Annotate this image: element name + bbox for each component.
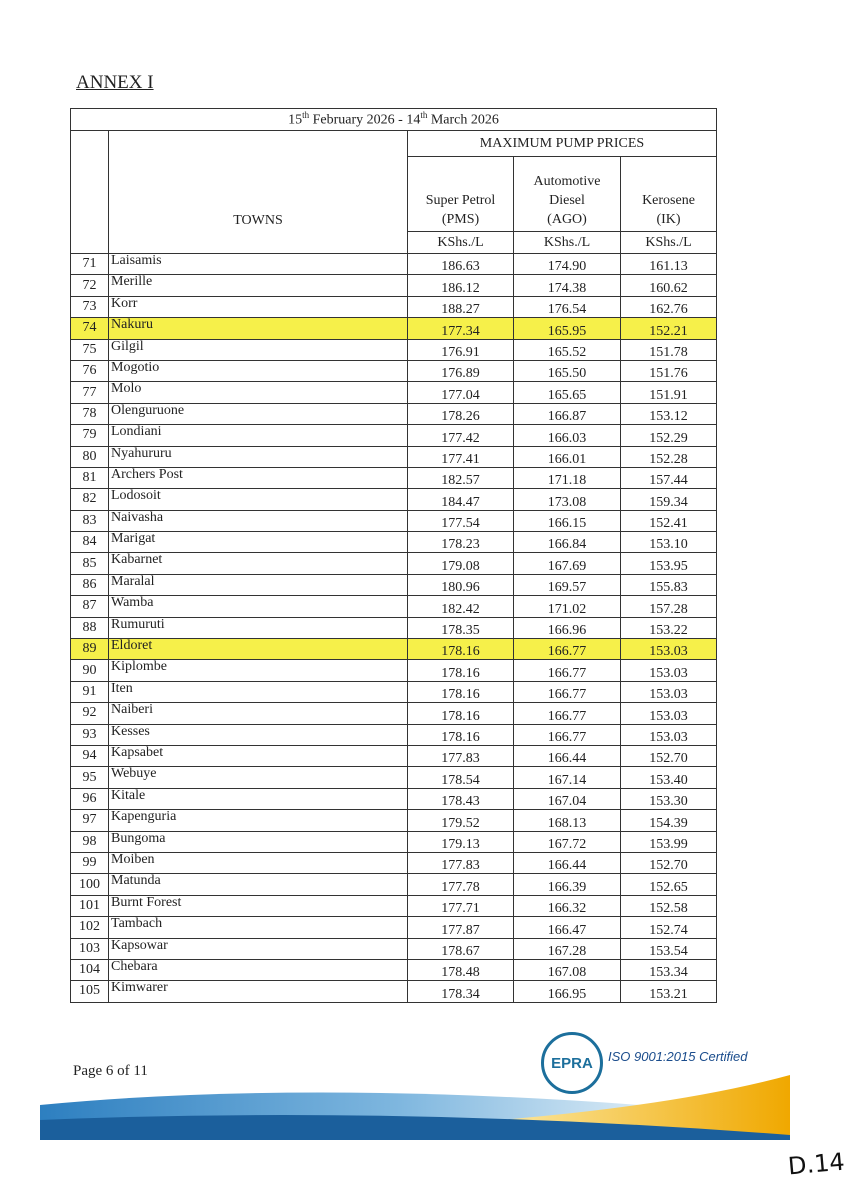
table-row — [71, 639, 717, 660]
ago-price: 165.50 — [514, 360, 621, 381]
town-name: Rumuruti — [109, 617, 408, 638]
ago-price: 167.28 — [514, 938, 621, 959]
ik-price: 153.21 — [621, 981, 717, 1002]
row-number: 88 — [71, 617, 109, 638]
ik-price: 153.03 — [621, 681, 717, 702]
town-name: Iten — [109, 681, 408, 702]
table-row — [71, 318, 717, 339]
table-row — [71, 660, 717, 681]
town-name: Matunda — [109, 874, 408, 895]
row-number: 97 — [71, 810, 109, 831]
table-row — [71, 425, 717, 446]
row-number: 101 — [71, 895, 109, 916]
pms-price: 179.52 — [408, 810, 514, 831]
pms-price: 178.54 — [408, 767, 514, 788]
period-header — [71, 109, 717, 131]
table-row — [71, 703, 717, 724]
ik-price: 151.76 — [621, 360, 717, 381]
row-number: 76 — [71, 360, 109, 381]
pms-price: 177.83 — [408, 852, 514, 873]
pms-price: 177.41 — [408, 446, 514, 467]
table-row — [71, 382, 717, 403]
table-row — [71, 767, 717, 788]
ik-price: 153.40 — [621, 767, 717, 788]
ago-price: 171.02 — [514, 596, 621, 617]
pms-price: 178.26 — [408, 403, 514, 424]
ago-code: (AGO) — [547, 212, 587, 227]
ik-price: 157.28 — [621, 596, 717, 617]
town-name: Naiberi — [109, 703, 408, 724]
row-number: 90 — [71, 660, 109, 681]
ik-price: 152.74 — [621, 917, 717, 938]
ago-price: 174.90 — [514, 254, 621, 275]
ik-price: 153.99 — [621, 831, 717, 852]
ago-price: 167.72 — [514, 831, 621, 852]
ago-price: 165.65 — [514, 382, 621, 403]
table-row — [71, 895, 717, 916]
ik-price: 153.95 — [621, 553, 717, 574]
ago-price: 166.96 — [514, 617, 621, 638]
town-name: Laisamis — [109, 254, 408, 275]
row-number: 82 — [71, 489, 109, 510]
pms-price: 188.27 — [408, 296, 514, 317]
period-end-sup: th — [420, 110, 428, 121]
ik-header — [621, 157, 717, 232]
row-number: 84 — [71, 532, 109, 553]
table-row — [71, 510, 717, 531]
pms-price: 176.89 — [408, 360, 514, 381]
table-row — [71, 874, 717, 895]
row-number: 77 — [71, 382, 109, 403]
ago-price: 166.47 — [514, 917, 621, 938]
period-start-day: 15 — [288, 112, 303, 128]
ago-price: 167.04 — [514, 788, 621, 809]
row-number: 105 — [71, 981, 109, 1002]
ik-price: 162.76 — [621, 296, 717, 317]
pms-price: 177.87 — [408, 917, 514, 938]
ago-header — [514, 157, 621, 232]
table-row — [71, 810, 717, 831]
table-row — [71, 296, 717, 317]
table-row — [71, 981, 717, 1002]
pms-label: Super Petrol — [425, 193, 496, 208]
pms-price: 182.57 — [408, 467, 514, 488]
ik-price: 153.22 — [621, 617, 717, 638]
ik-price: 153.03 — [621, 660, 717, 681]
ik-price: 153.03 — [621, 703, 717, 724]
ago-price: 166.44 — [514, 745, 621, 766]
ik-price: 152.70 — [621, 852, 717, 873]
ik-price: 152.28 — [621, 446, 717, 467]
ik-price: 152.65 — [621, 874, 717, 895]
ik-price: 152.58 — [621, 895, 717, 916]
ik-price: 153.34 — [621, 959, 717, 980]
row-number: 72 — [71, 275, 109, 296]
table-row — [71, 339, 717, 360]
ik-price: 151.91 — [621, 382, 717, 403]
pms-price: 178.16 — [408, 724, 514, 745]
ago-price: 166.84 — [514, 532, 621, 553]
number-header — [71, 131, 109, 254]
ik-price: 152.41 — [621, 510, 717, 531]
row-number: 95 — [71, 767, 109, 788]
row-number: 98 — [71, 831, 109, 852]
pms-price: 178.48 — [408, 959, 514, 980]
ago-price: 167.08 — [514, 959, 621, 980]
town-name: Merille — [109, 275, 408, 296]
pms-price: 177.78 — [408, 874, 514, 895]
ago-price: 166.44 — [514, 852, 621, 873]
period-start-sup: th — [302, 110, 310, 121]
pms-price: 178.35 — [408, 617, 514, 638]
pms-header — [408, 157, 514, 232]
row-number: 71 — [71, 254, 109, 275]
town-name: Naivasha — [109, 510, 408, 531]
ago-price: 174.38 — [514, 275, 621, 296]
table-row — [71, 917, 717, 938]
town-name: Kiplombe — [109, 660, 408, 681]
pms-price: 176.91 — [408, 339, 514, 360]
ago-price: 167.14 — [514, 767, 621, 788]
town-name: Molo — [109, 382, 408, 403]
ik-price: 151.78 — [621, 339, 717, 360]
pms-price: 177.83 — [408, 745, 514, 766]
pump-prices-table — [70, 108, 717, 1003]
town-name: Moiben — [109, 852, 408, 873]
ik-price: 152.70 — [621, 745, 717, 766]
town-name: Kabarnet — [109, 553, 408, 574]
pms-price: 177.42 — [408, 425, 514, 446]
town-name: Chebara — [109, 959, 408, 980]
pms-price: 178.16 — [408, 639, 514, 660]
table-row — [71, 489, 717, 510]
ik-unit: KShs./L — [621, 232, 717, 254]
period-start-rest: February 2026 - — [309, 112, 407, 128]
ik-price: 153.10 — [621, 532, 717, 553]
row-number: 79 — [71, 425, 109, 446]
row-number: 94 — [71, 745, 109, 766]
ago-price: 165.52 — [514, 339, 621, 360]
ik-price: 153.03 — [621, 724, 717, 745]
row-number: 75 — [71, 339, 109, 360]
pms-price: 177.34 — [408, 318, 514, 339]
row-number: 86 — [71, 574, 109, 595]
table-row — [71, 596, 717, 617]
town-name: Korr — [109, 296, 408, 317]
pms-price: 180.96 — [408, 574, 514, 595]
table-row — [71, 938, 717, 959]
ago-price: 168.13 — [514, 810, 621, 831]
ago-price: 166.39 — [514, 874, 621, 895]
ago-price: 171.18 — [514, 467, 621, 488]
period-end-rest: March 2026 — [427, 112, 499, 128]
ago-price: 166.95 — [514, 981, 621, 1002]
ago-label-2: Diesel — [549, 193, 585, 208]
row-number: 96 — [71, 788, 109, 809]
ik-price: 155.83 — [621, 574, 717, 595]
annex-title: ANNEX I — [76, 72, 154, 93]
row-number: 81 — [71, 467, 109, 488]
row-number: 93 — [71, 724, 109, 745]
ago-price: 166.15 — [514, 510, 621, 531]
footer-wave-decoration — [0, 1075, 849, 1155]
pms-unit: KShs./L — [408, 232, 514, 254]
ik-price: 153.54 — [621, 938, 717, 959]
row-number: 83 — [71, 510, 109, 531]
pms-price: 182.42 — [408, 596, 514, 617]
table-row — [71, 724, 717, 745]
table-row — [71, 553, 717, 574]
table-row — [71, 574, 717, 595]
ik-price: 157.44 — [621, 467, 717, 488]
row-number: 89 — [71, 639, 109, 660]
town-name: Kesses — [109, 724, 408, 745]
ik-price: 152.29 — [621, 425, 717, 446]
table-row — [71, 360, 717, 381]
ik-price: 153.12 — [621, 403, 717, 424]
town-name: Kitale — [109, 788, 408, 809]
town-name: Marigat — [109, 532, 408, 553]
town-name: Tambach — [109, 917, 408, 938]
ago-price: 166.32 — [514, 895, 621, 916]
pms-price: 184.47 — [408, 489, 514, 510]
pms-price: 179.08 — [408, 553, 514, 574]
ago-price: 169.57 — [514, 574, 621, 595]
town-name: Lodosoit — [109, 489, 408, 510]
ago-price: 176.54 — [514, 296, 621, 317]
ik-price: 159.34 — [621, 489, 717, 510]
ago-price: 166.03 — [514, 425, 621, 446]
table-row — [71, 617, 717, 638]
row-number: 100 — [71, 874, 109, 895]
town-name: Burnt Forest — [109, 895, 408, 916]
towns-header: TOWNS — [109, 131, 408, 254]
ago-price: 166.77 — [514, 681, 621, 702]
ago-price: 173.08 — [514, 489, 621, 510]
ago-price: 166.87 — [514, 403, 621, 424]
logo-text: EPRA — [551, 1054, 593, 1072]
pms-price: 178.43 — [408, 788, 514, 809]
ago-price: 166.77 — [514, 639, 621, 660]
row-number: 92 — [71, 703, 109, 724]
ago-price: 166.77 — [514, 724, 621, 745]
town-name: Wamba — [109, 596, 408, 617]
row-number: 74 — [71, 318, 109, 339]
town-name: Kimwarer — [109, 981, 408, 1002]
ago-unit: KShs./L — [514, 232, 621, 254]
pms-price: 179.13 — [408, 831, 514, 852]
table-row — [71, 959, 717, 980]
table-row — [71, 532, 717, 553]
ik-price: 153.30 — [621, 788, 717, 809]
table-row — [71, 403, 717, 424]
row-number: 104 — [71, 959, 109, 980]
town-name: Webuye — [109, 767, 408, 788]
pms-price: 186.12 — [408, 275, 514, 296]
ik-price: 161.13 — [621, 254, 717, 275]
row-number: 99 — [71, 852, 109, 873]
table-row — [71, 681, 717, 702]
row-number: 91 — [71, 681, 109, 702]
ik-price: 153.03 — [621, 639, 717, 660]
table-row — [71, 467, 717, 488]
page-number: Page 6 of 11 — [73, 1063, 148, 1079]
period-end-day: 14 — [406, 112, 421, 128]
table-row — [71, 254, 717, 275]
town-name: Kapsabet — [109, 745, 408, 766]
table-row — [71, 831, 717, 852]
town-name: Gilgil — [109, 339, 408, 360]
row-number: 80 — [71, 446, 109, 467]
pms-price: 186.63 — [408, 254, 514, 275]
epra-logo — [541, 1032, 603, 1094]
ik-price: 152.21 — [621, 318, 717, 339]
table-row — [71, 852, 717, 873]
town-name: Eldoret — [109, 639, 408, 660]
table-row — [71, 275, 717, 296]
pms-price: 177.71 — [408, 895, 514, 916]
ago-label-1: Automotive — [533, 174, 601, 189]
table-row — [71, 788, 717, 809]
ik-label: Kerosene — [642, 193, 695, 208]
row-number: 102 — [71, 917, 109, 938]
pms-price: 177.54 — [408, 510, 514, 531]
town-name: Kapenguria — [109, 810, 408, 831]
pms-price: 178.67 — [408, 938, 514, 959]
town-name: Maralal — [109, 574, 408, 595]
ik-code: (IK) — [656, 212, 681, 227]
pms-price: 178.23 — [408, 532, 514, 553]
pms-price: 178.34 — [408, 981, 514, 1002]
town-name: Nakuru — [109, 318, 408, 339]
town-name: Mogotio — [109, 360, 408, 381]
row-number: 87 — [71, 596, 109, 617]
table-row — [71, 745, 717, 766]
pms-price: 178.16 — [408, 703, 514, 724]
ago-price: 166.77 — [514, 703, 621, 724]
pms-price: 177.04 — [408, 382, 514, 403]
ago-price: 167.69 — [514, 553, 621, 574]
ago-price: 166.01 — [514, 446, 621, 467]
town-name: Olenguruone — [109, 403, 408, 424]
row-number: 73 — [71, 296, 109, 317]
town-name: Archers Post — [109, 467, 408, 488]
iso-certification: ISO 9001:2015 Certified — [608, 1049, 748, 1064]
ago-price: 166.77 — [514, 660, 621, 681]
pms-price: 178.16 — [408, 660, 514, 681]
town-name: Bungoma — [109, 831, 408, 852]
town-name: Nyahururu — [109, 446, 408, 467]
ago-price: 165.95 — [514, 318, 621, 339]
ik-price: 160.62 — [621, 275, 717, 296]
row-number: 78 — [71, 403, 109, 424]
table-row — [71, 446, 717, 467]
handwritten-mark: D.14 — [786, 1147, 846, 1181]
max-pump-prices-header: MAXIMUM PUMP PRICES — [408, 131, 717, 157]
town-name: Kapsowar — [109, 938, 408, 959]
pms-price: 178.16 — [408, 681, 514, 702]
ik-price: 154.39 — [621, 810, 717, 831]
row-number: 103 — [71, 938, 109, 959]
pms-code: (PMS) — [441, 212, 480, 227]
town-name: Londiani — [109, 425, 408, 446]
row-number: 85 — [71, 553, 109, 574]
